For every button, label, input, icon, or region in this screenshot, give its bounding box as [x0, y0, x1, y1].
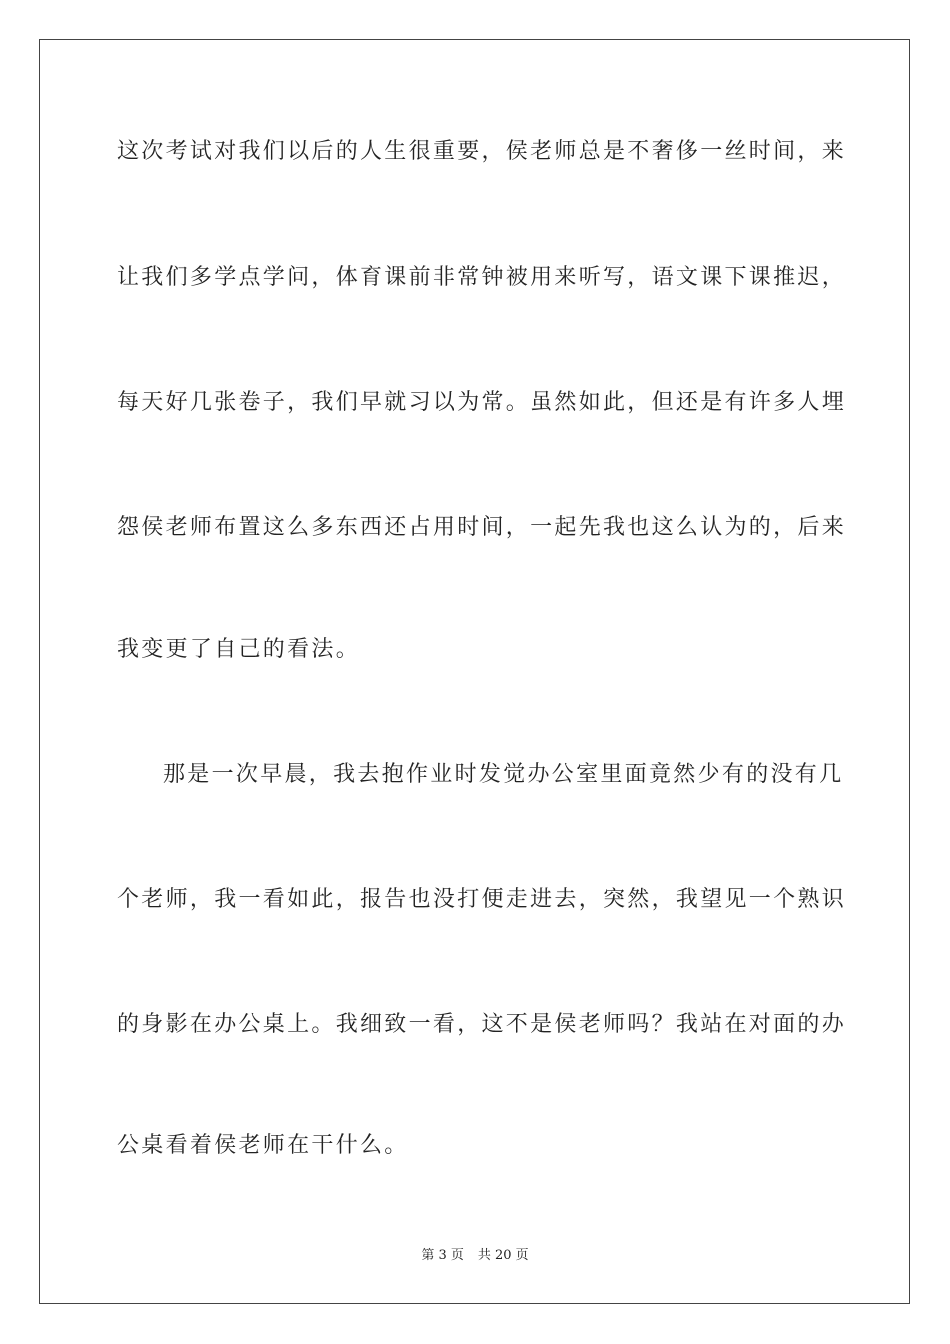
paragraph-line: 个老师，我一看如此，报告也没打便走进去，突然，我望见一个熟识 — [117, 887, 847, 912]
paragraph-line: 怨侯老师布置这么多东西还占用时间，一起先我也这么认为的，后来 — [117, 515, 847, 540]
paragraph-line: 公桌看着侯老师在干什么。 — [117, 1133, 409, 1158]
paragraph-line: 每天好几张卷子，我们早就习以为常。虽然如此，但还是有许多人埋 — [117, 390, 847, 415]
page-footer — [0, 1248, 950, 1264]
paragraph-line: 那是一次早晨，我去抱作业时发觉办公室里面竟然少有的没有几 — [163, 762, 844, 787]
total-pages: 共 20 页 — [477, 1248, 529, 1263]
paragraph-line: 的身影在办公桌上。我细致一看，这不是侯老师吗？我站在对面的办 — [117, 1012, 847, 1037]
paragraph-line: 我变更了自己的看法。 — [117, 637, 361, 662]
page-border — [39, 39, 910, 1304]
page-number: 第 3 页 — [421, 1248, 464, 1263]
paragraph-line: 这次考试对我们以后的人生很重要，侯老师总是不奢侈一丝时间，来 — [117, 139, 847, 164]
paragraph-line: 让我们多学点学问，体育课前非常钟被用来听写，语文课下课推迟， — [117, 265, 847, 290]
